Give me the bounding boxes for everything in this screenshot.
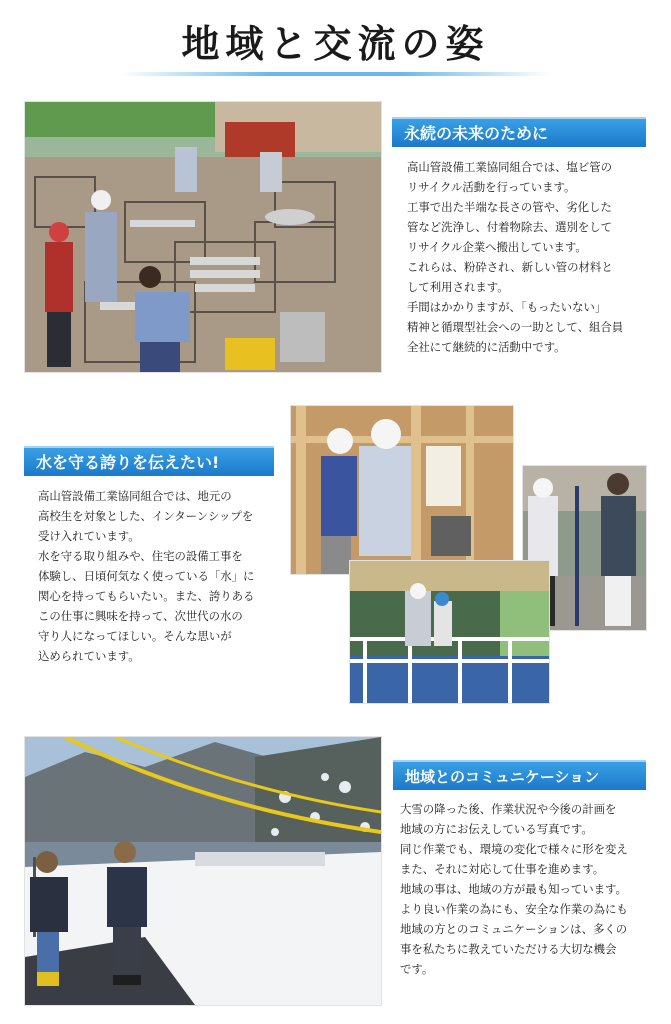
photo-internship-plant	[349, 560, 550, 704]
photo-internship-plant-illustration	[350, 561, 549, 703]
text-line: 体験し、日頃何気なく使っている「水」に	[38, 569, 255, 583]
text-line: 水を守る取り組みや、住宅の設備工事を	[38, 549, 243, 563]
section-heading-internship	[24, 446, 274, 476]
text-line: リサイクル企業へ搬出しています。	[407, 240, 587, 254]
section-text-recycling	[407, 157, 662, 357]
text-line: 関心を持ってもらいたい。また、誇りある	[38, 589, 255, 603]
text-line: です。	[400, 962, 434, 976]
section-heading-recycling	[392, 117, 646, 147]
text-line: 地域の事は、地域の方が最も知っています。	[400, 882, 627, 896]
photo-pipe-recycling-illustration	[25, 102, 381, 372]
section-heading-recycling-text: 永続の未来のために	[404, 124, 549, 143]
photo-pipe-recycling	[24, 101, 382, 373]
text-line: リサイクル活動を行っています。	[407, 180, 576, 194]
text-line: 守り人になってほしい。そんな思いが	[38, 629, 232, 643]
text-line: 込められています。	[38, 649, 140, 663]
text-line: 地域の方とのコミュニケーションは、多くの	[400, 922, 628, 936]
text-line: より良い作業の為にも、安全な作業の為にも	[400, 902, 628, 916]
text-line: 事を私たちに教えていただける大切な機会	[400, 942, 617, 956]
text-line: 高山管設備工業協同組合では、地元の	[38, 489, 232, 503]
text-line: これらは、粉砕され、新しい管の材料と	[407, 260, 613, 274]
title-underline	[120, 72, 550, 76]
text-line: して利用されます。	[407, 280, 509, 294]
section-text-internship	[38, 486, 283, 666]
photo-internship-construction	[290, 405, 514, 575]
section-heading-internship-text: 水を守る誇りを伝えたい!	[36, 453, 220, 472]
section-text-community	[400, 799, 662, 979]
text-line: また、それに対応して仕事を進めます。	[400, 862, 605, 876]
page-title: 地域と交流の姿	[181, 22, 490, 66]
text-line: 高校生を対象とした、インターンシップを	[38, 509, 254, 523]
text-line: 大雪の降った後、作業状況や今後の計画を	[400, 802, 617, 816]
text-line: 高山管設備工業協同組合では、塩ビ管の	[407, 160, 613, 174]
text-line: 同じ作業でも、環境の変化で様々に形を変え	[400, 842, 628, 856]
photo-internship-construction-illustration	[291, 406, 513, 574]
text-line: 管など洗浄し、付着物除去、選別をして	[407, 220, 613, 234]
section-heading-community-text: 地域とのコミュニケーション	[405, 768, 600, 786]
text-line: 手間はかかりますが、「もったいない」	[407, 300, 607, 314]
section-heading-community	[393, 760, 646, 790]
text-line: 工事で出た半端な長さの管や、劣化した	[407, 200, 612, 214]
text-line: 精神と循環型社会への一助として、組合員	[407, 320, 624, 334]
photo-snow-communication	[24, 736, 382, 1006]
photo-snow-communication-illustration	[25, 737, 381, 1005]
text-line: この仕事に興味を持って、次世代の水の	[38, 609, 243, 623]
text-line: 受け入れています。	[38, 529, 140, 543]
text-line: 全社にて継続的に活動中です。	[407, 340, 566, 354]
text-line: 地域の方にお伝えしている写真です。	[400, 822, 593, 836]
